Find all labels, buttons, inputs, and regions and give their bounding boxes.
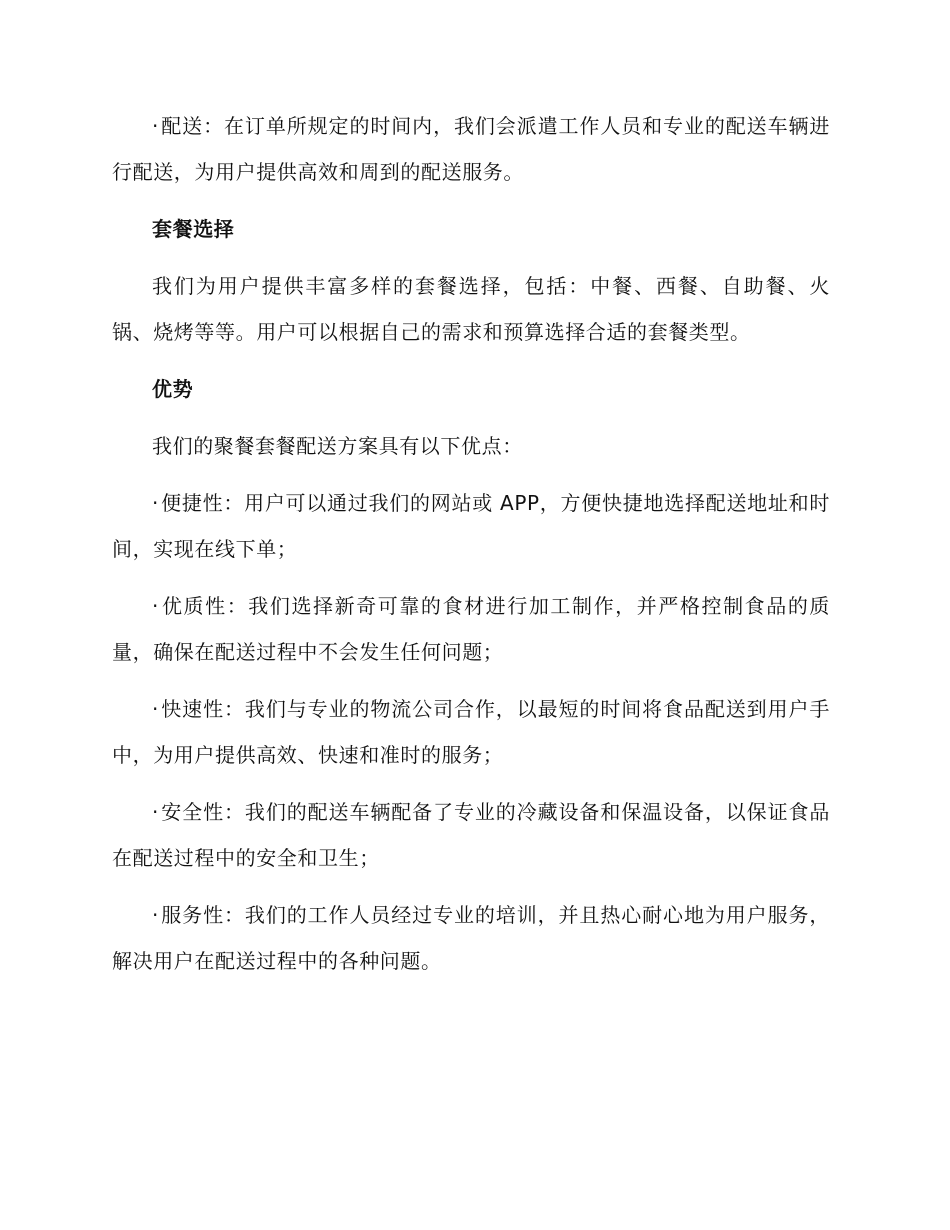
advantages-intro: 我们的聚餐套餐配送方案具有以下优点： bbox=[152, 434, 523, 458]
advantage-item-convenience bbox=[112, 480, 830, 572]
bullet-icon: · bbox=[152, 114, 159, 138]
advantage-text: 我们的配送车辆配备了专业的冷藏设备和保温设备，以保证食品在配送过程中的安全和卫生； bbox=[112, 800, 830, 870]
document-page bbox=[112, 103, 830, 995]
advantage-label: 优质性： bbox=[160, 594, 249, 618]
bullet-icon: · bbox=[152, 697, 159, 721]
advantage-label: 服务性： bbox=[160, 903, 245, 927]
advantage-text: 我们的工作人员经过专业的培训，并且热心耐心地为用户服务，解决用户在配送过程中的各种问题。 bbox=[112, 903, 830, 973]
delivery-label: 配送： bbox=[160, 114, 224, 138]
advantage-text: 我们与专业的物流公司合作，以最短的时间将食品配送到用户手中，为用户提供高效、快速和准时的服务； bbox=[112, 697, 830, 767]
bullet-icon: · bbox=[152, 491, 159, 515]
advantage-label: 便捷性： bbox=[160, 491, 245, 515]
advantage-item-service bbox=[112, 892, 830, 984]
advantage-text: 用户可以通过我们的网站或 APP，方便快捷地选择配送地址和时间，实现在线下单； bbox=[112, 491, 830, 561]
delivery-paragraph bbox=[112, 103, 830, 195]
advantage-item-quality bbox=[112, 583, 830, 675]
package-heading: 套餐选择 bbox=[152, 217, 235, 241]
bullet-icon: · bbox=[152, 800, 159, 824]
advantage-label: 安全性： bbox=[160, 800, 245, 824]
advantage-text: 我们选择新奇可靠的食材进行加工制作，并严格控制食品的质量，确保在配送过程中不会发生任何问题； bbox=[112, 594, 830, 664]
advantage-item-safety bbox=[112, 789, 830, 881]
bullet-icon: · bbox=[152, 594, 159, 618]
bullet-icon: · bbox=[152, 903, 159, 927]
advantages-heading: 优势 bbox=[152, 377, 194, 401]
package-body: 我们为用户提供丰富多样的套餐选择，包括：中餐、西餐、自助餐、火锅、烧烤等等。用户可以根据自己的需求和预算选择合适的套餐类型。 bbox=[112, 274, 830, 344]
delivery-text: 在订单所规定的时间内，我们会派遣工作人员和专业的配送车辆进行配送，为用户提供高效和周到的配送服务。 bbox=[112, 114, 830, 184]
advantage-item-speed bbox=[112, 686, 830, 778]
advantage-label: 快速性： bbox=[160, 697, 245, 721]
